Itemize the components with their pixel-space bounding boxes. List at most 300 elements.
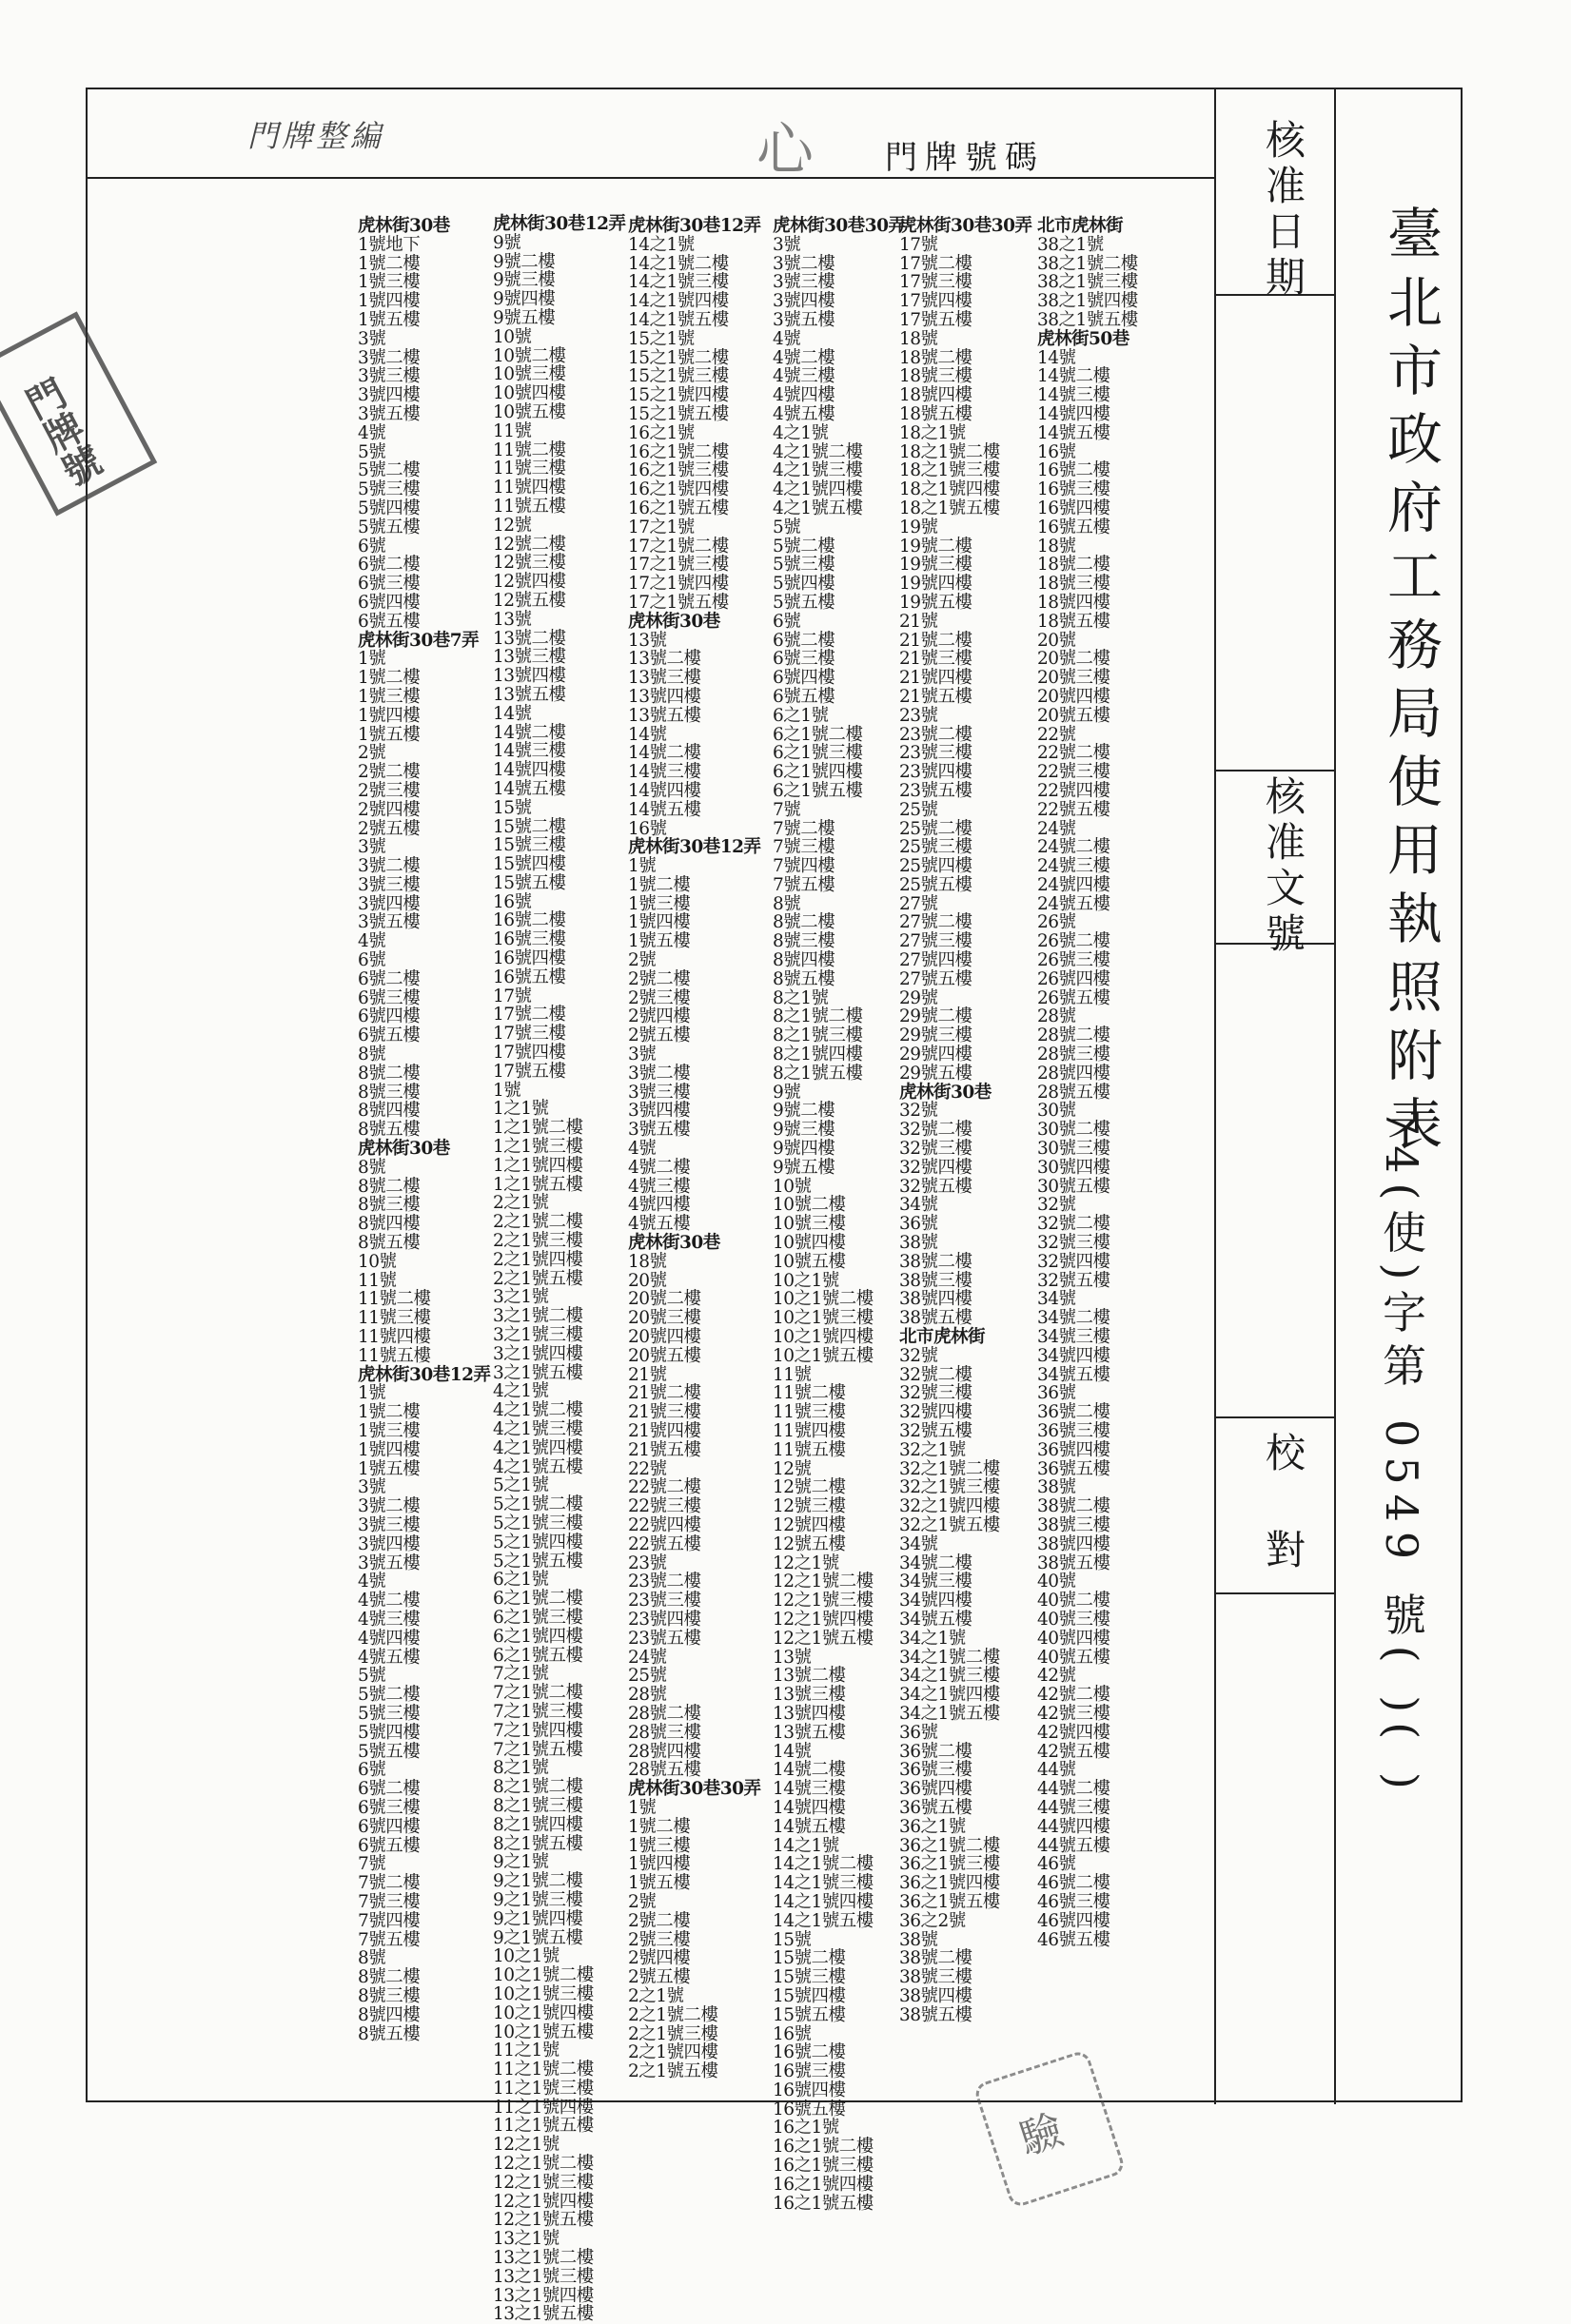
address-entry: 20號	[628, 1270, 667, 1291]
address-entry: 16之1號	[773, 2118, 839, 2138]
address-entry: 32號三樓	[1037, 1233, 1110, 1254]
side-divider-2	[1216, 770, 1336, 771]
address-entry: 12之1號三樓	[773, 1591, 874, 1611]
address-entry: 24號	[628, 1647, 667, 1668]
address-entry: 6號三樓	[358, 1797, 421, 1818]
address-entry: 8號三樓	[358, 1985, 421, 2006]
address-entry: 36之1號四樓	[899, 1873, 1000, 1894]
address-entry: 17之1號二樓	[628, 536, 729, 557]
address-entry: 15號五樓	[773, 2004, 846, 2025]
address-entry: 3號三樓	[628, 1082, 691, 1103]
address-entry: 27號	[899, 893, 938, 914]
address-entry: 4之1號五樓	[773, 498, 863, 518]
address-entry: 5號三樓	[358, 479, 421, 500]
address-entry: 7號	[773, 799, 801, 820]
address-entry: 10號三樓	[773, 1214, 846, 1235]
address-entry: 32號三樓	[899, 1139, 972, 1160]
address-entry: 1號五樓	[358, 724, 421, 745]
address-entry: 1之1號	[493, 1099, 549, 1120]
address-entry: 12之1號四樓	[493, 2191, 594, 2212]
street-heading: 虎林街30巷30弄	[899, 216, 1032, 236]
address-entry: 11號	[358, 1270, 397, 1291]
address-entry: 11號三樓	[773, 1402, 846, 1423]
address-entry: 32號	[899, 1345, 938, 1366]
address-entry: 14之1號四樓	[773, 1891, 874, 1912]
address-entry: 2號二樓	[628, 1910, 691, 1931]
address-entry: 36號五樓	[1037, 1458, 1110, 1479]
address-entry: 10號二樓	[773, 1195, 846, 1216]
address-entry: 11之1號四樓	[493, 2097, 594, 2118]
address-entry: 6號	[358, 950, 386, 971]
address-entry: 1號	[628, 1797, 657, 1818]
address-entry: 18號四樓	[899, 385, 972, 406]
address-entry: 14號	[773, 1741, 812, 1762]
address-entry: 12之1號	[773, 1553, 839, 1573]
address-entry: 23號四樓	[899, 762, 972, 783]
address-entry: 18號五樓	[1037, 611, 1110, 632]
address-entry: 13號三樓	[628, 668, 701, 689]
address-entry: 38號五樓	[1037, 1553, 1110, 1573]
address-entry: 25號四樓	[899, 856, 972, 877]
address-entry: 17號四樓	[899, 291, 972, 312]
address-entry: 4之1號三樓	[493, 1419, 583, 1439]
address-entry: 3之1號四樓	[493, 1343, 583, 1364]
address-entry: 8之1號四樓	[493, 1814, 583, 1835]
address-entry: 14號	[493, 703, 532, 724]
address-entry: 16之1號五樓	[773, 2193, 874, 2214]
address-entry: 34號二樓	[1037, 1308, 1110, 1329]
address-entry: 4之1號五樓	[493, 1456, 583, 1477]
address-entry: 40號四樓	[1037, 1628, 1110, 1649]
street-heading: 虎林街30巷	[358, 216, 450, 236]
address-entry: 34號五樓	[1037, 1364, 1110, 1385]
address-entry: 32號二樓	[899, 1364, 972, 1385]
address-entry: 8號	[358, 1948, 386, 1969]
address-entry: 38之1號五樓	[1037, 309, 1138, 330]
address-entry: 24號	[1037, 818, 1076, 839]
address-entry: 10之1號五樓	[493, 2021, 594, 2042]
address-entry: 16號四樓	[493, 948, 566, 969]
address-entry: 32之1號	[899, 1439, 966, 1460]
address-entry: 4號二樓	[358, 1591, 421, 1611]
address-entry: 11號	[493, 420, 532, 441]
address-entry: 5號二樓	[358, 460, 421, 481]
address-column-1	[358, 217, 491, 2043]
address-entry: 6號四樓	[358, 592, 421, 613]
address-entry: 13號二樓	[493, 628, 566, 649]
address-entry: 44號五樓	[1037, 1835, 1110, 1856]
address-entry: 18號二樓	[899, 347, 972, 368]
address-entry: 4號五樓	[628, 1214, 691, 1235]
address-entry: 19號五樓	[899, 592, 972, 613]
permit-number: 74(使)字第 0549 號( )( )	[1376, 1108, 1427, 1799]
address-entry: 18號	[899, 328, 938, 349]
address-entry: 22號四樓	[1037, 780, 1110, 801]
address-entry: 38號	[899, 1929, 938, 1950]
address-entry: 4之1號	[493, 1381, 549, 1402]
address-entry: 36號	[899, 1722, 938, 1743]
address-entry: 15號三樓	[773, 1967, 846, 1988]
address-entry: 13號二樓	[773, 1666, 846, 1687]
address-entry: 14號二樓	[1037, 366, 1110, 387]
address-entry: 1號五樓	[358, 309, 421, 330]
address-entry: 36號二樓	[899, 1741, 972, 1762]
address-entry: 36號	[1037, 1383, 1076, 1404]
address-entry: 8之1號四樓	[773, 1045, 863, 1065]
address-entry: 38之1號	[1037, 234, 1104, 255]
address-entry: 12之1號四樓	[773, 1609, 874, 1630]
address-entry: 10號二樓	[493, 345, 566, 366]
address-entry: 6號三樓	[358, 574, 421, 595]
address-entry: 44號三樓	[1037, 1797, 1110, 1818]
address-entry: 10號三樓	[493, 364, 566, 385]
address-entry: 3號	[358, 328, 386, 349]
address-entry: 28號四樓	[1037, 1063, 1110, 1084]
address-entry: 3號二樓	[628, 1063, 691, 1084]
address-entry: 6號三樓	[358, 987, 421, 1008]
official-seal-stamp: 門牌號	[0, 311, 157, 516]
address-entry: 28號二樓	[1037, 1025, 1110, 1046]
street-heading: 虎林街30巷	[899, 1082, 992, 1103]
address-entry: 17號二樓	[899, 253, 972, 274]
address-entry: 3號四樓	[358, 385, 421, 406]
address-entry: 3號	[358, 837, 386, 858]
address-entry: 22號	[628, 1458, 667, 1479]
address-entry: 42號二樓	[1037, 1685, 1110, 1706]
address-entry: 16號三樓	[493, 929, 566, 950]
address-entry: 38號二樓	[899, 1948, 972, 1969]
address-entry: 34之1號五樓	[899, 1703, 1000, 1724]
address-entry: 46號四樓	[1037, 1910, 1110, 1931]
address-entry: 1號	[358, 1383, 386, 1404]
address-entry: 10之1號四樓	[493, 2002, 594, 2023]
address-entry: 25號五樓	[899, 874, 972, 895]
address-entry: 38號四樓	[899, 1289, 972, 1310]
address-entry: 4號	[358, 1572, 386, 1592]
address-entry: 11號	[773, 1364, 812, 1385]
address-entry: 16號三樓	[773, 2061, 846, 2082]
address-entry: 16號四樓	[1037, 498, 1110, 518]
address-entry: 5之1號二樓	[493, 1494, 583, 1515]
address-entry: 20號五樓	[1037, 705, 1110, 726]
top-seal-mark: 心	[756, 117, 814, 184]
address-entry: 21號	[899, 611, 938, 632]
address-entry: 32之1號五樓	[899, 1514, 1000, 1535]
address-entry: 2之1號五樓	[493, 1268, 583, 1289]
address-entry: 6號五樓	[358, 1835, 421, 1856]
address-entry: 30號三樓	[1037, 1139, 1110, 1160]
address-entry: 12號	[773, 1458, 812, 1479]
address-entry: 3號五樓	[358, 403, 421, 424]
address-entry: 7號四樓	[773, 856, 835, 877]
address-entry: 14號五樓	[493, 778, 566, 799]
address-entry: 36號三樓	[1037, 1421, 1110, 1441]
address-entry: 9之1號二樓	[493, 1871, 583, 1892]
address-entry: 40號	[1037, 1572, 1076, 1592]
address-entry: 14之1號五樓	[628, 309, 729, 330]
address-entry: 10號	[773, 1176, 812, 1197]
address-entry: 4號四樓	[358, 1628, 421, 1649]
address-entry: 10之1號四樓	[773, 1327, 874, 1348]
address-entry: 23號	[899, 705, 938, 726]
address-entry: 2號三樓	[358, 780, 421, 801]
address-entry: 17號五樓	[493, 1061, 566, 1082]
address-entry: 15之1號	[628, 328, 695, 349]
address-entry: 18之1號四樓	[899, 479, 1000, 500]
address-entry: 1號	[358, 649, 386, 670]
address-entry: 14之1號	[628, 234, 695, 255]
address-entry: 16號	[1037, 441, 1076, 462]
address-column-4	[773, 217, 906, 2213]
title-column-border	[1334, 89, 1336, 2104]
address-entry: 1號三樓	[358, 686, 421, 707]
address-entry: 8號三樓	[358, 1195, 421, 1216]
address-entry: 22號三樓	[628, 1496, 701, 1517]
address-entry: 16之1號三樓	[773, 2156, 874, 2177]
address-entry: 8號三樓	[773, 931, 835, 952]
address-entry: 38號二樓	[1037, 1496, 1110, 1517]
address-entry: 22號三樓	[1037, 762, 1110, 783]
address-entry: 1號三樓	[358, 1421, 421, 1441]
address-entry: 32號四樓	[1037, 1251, 1110, 1272]
address-entry: 27號三樓	[899, 931, 972, 952]
address-entry: 20號二樓	[1037, 649, 1110, 670]
address-entry: 5號五樓	[358, 517, 421, 537]
address-entry: 13號二樓	[628, 649, 701, 670]
address-entry: 46號二樓	[1037, 1873, 1110, 1894]
address-entry: 3號五樓	[628, 1120, 691, 1141]
address-entry: 8號五樓	[358, 2023, 421, 2044]
address-entry: 34號三樓	[1037, 1327, 1110, 1348]
address-entry: 8號	[358, 1157, 386, 1178]
address-entry: 40號三樓	[1037, 1609, 1110, 1630]
address-entry: 15之1號三樓	[628, 366, 729, 387]
address-entry: 10之1號三樓	[773, 1308, 874, 1329]
address-entry: 3號二樓	[358, 347, 421, 368]
street-heading: 虎林街30巷12弄	[493, 214, 626, 234]
address-entry: 22號二樓	[1037, 743, 1110, 764]
address-entry: 4之1號	[773, 422, 829, 443]
address-entry: 1號二樓	[628, 874, 691, 895]
address-entry: 21號	[628, 1364, 667, 1385]
address-entry: 2之1號二樓	[493, 1212, 583, 1233]
street-heading: 虎林街30巷	[628, 1233, 720, 1254]
address-entry: 7號三樓	[773, 837, 835, 858]
address-entry: 17號五樓	[899, 309, 972, 330]
address-entry: 7號四樓	[358, 1910, 421, 1931]
address-entry: 10之1號	[773, 1270, 839, 1291]
address-entry: 2號二樓	[628, 968, 691, 989]
address-entry: 14之1號	[773, 1835, 839, 1856]
table-right-border	[1214, 89, 1216, 2104]
address-entry: 15之1號五樓	[628, 403, 729, 424]
address-entry: 18號	[1037, 536, 1076, 557]
address-entry: 2之1號三樓	[628, 2023, 718, 2044]
address-entry: 42號五樓	[1037, 1741, 1110, 1762]
address-entry: 1號五樓	[628, 1873, 691, 1894]
address-entry: 38號二樓	[899, 1251, 972, 1272]
address-entry: 17之1號	[628, 517, 695, 537]
address-entry: 14之1號三樓	[773, 1873, 874, 1894]
address-entry: 10號	[493, 326, 532, 347]
address-entry: 6號	[358, 536, 386, 557]
address-entry: 11之1號五樓	[493, 2116, 594, 2137]
address-entry: 40號五樓	[1037, 1647, 1110, 1668]
address-entry: 1號三樓	[628, 893, 691, 914]
address-entry: 7號二樓	[773, 818, 835, 839]
address-entry: 8之1號五樓	[493, 1833, 583, 1854]
address-entry: 10號	[358, 1251, 397, 1272]
address-entry: 1號二樓	[358, 253, 421, 274]
address-entry: 5之1號四樓	[493, 1532, 583, 1553]
side-divider-4	[1216, 1416, 1336, 1418]
address-entry: 1號二樓	[358, 668, 421, 689]
address-entry: 3號二樓	[358, 856, 421, 877]
address-entry: 13號	[493, 609, 532, 630]
address-entry: 19號三樓	[899, 555, 972, 576]
address-entry: 12號二樓	[773, 1477, 846, 1498]
address-entry: 13號三樓	[773, 1685, 846, 1706]
address-entry: 32之1號四樓	[899, 1496, 1000, 1517]
address-entry: 11號四樓	[773, 1421, 846, 1441]
address-entry: 17號	[899, 234, 938, 255]
address-entry: 22號五樓	[628, 1533, 701, 1554]
address-entry: 25號二樓	[899, 818, 972, 839]
address-entry: 9號二樓	[493, 251, 556, 272]
street-heading: 虎林街30巷	[358, 1139, 450, 1160]
address-entry: 4號三樓	[358, 1609, 421, 1630]
address-entry: 46號	[1037, 1854, 1076, 1875]
address-entry: 21號四樓	[628, 1421, 701, 1441]
address-entry: 1之1號五樓	[493, 1174, 583, 1195]
address-entry: 27號四樓	[899, 950, 972, 971]
address-entry: 28號二樓	[628, 1703, 701, 1724]
address-entry: 8號二樓	[773, 912, 835, 933]
address-entry: 2號	[358, 743, 386, 764]
address-entry: 29號四樓	[899, 1045, 972, 1065]
address-entry: 11之1號	[493, 2041, 560, 2061]
address-entry: 2號三樓	[628, 1929, 691, 1950]
address-entry: 14之1號二樓	[773, 1854, 874, 1875]
address-entry: 5號二樓	[773, 536, 835, 557]
address-entry: 14號五樓	[628, 799, 701, 820]
address-entry: 14號四樓	[1037, 403, 1110, 424]
address-entry: 7之1號五樓	[493, 1739, 583, 1760]
address-entry: 2之1號四樓	[628, 2042, 718, 2063]
address-entry: 3號四樓	[358, 893, 421, 914]
address-entry: 3號五樓	[773, 309, 835, 330]
address-entry: 11號三樓	[358, 1308, 431, 1329]
address-entry: 15之1號四樓	[628, 385, 729, 406]
address-entry: 3之1號二樓	[493, 1306, 583, 1327]
address-entry: 30號四樓	[1037, 1157, 1110, 1178]
address-entry: 28號五樓	[1037, 1082, 1110, 1103]
address-entry: 8號四樓	[358, 1214, 421, 1235]
address-entry: 3之1號五樓	[493, 1362, 583, 1383]
address-entry: 34號	[899, 1195, 938, 1216]
address-entry: 7之1號二樓	[493, 1683, 583, 1704]
address-entry: 38之1號四樓	[1037, 291, 1138, 312]
address-entry: 8之1號二樓	[773, 1006, 863, 1027]
address-entry: 7號五樓	[358, 1929, 421, 1950]
address-entry: 34號三樓	[899, 1572, 972, 1592]
address-entry: 29號	[899, 987, 938, 1008]
approval-date-label: 核准日期	[1260, 119, 1306, 302]
address-entry: 8號三樓	[358, 1082, 421, 1103]
address-entry: 15號	[773, 1929, 812, 1950]
address-entry: 4號	[358, 422, 386, 443]
street-heading: 虎林街50巷	[1037, 328, 1129, 349]
address-entry: 1號地下	[358, 234, 421, 255]
street-heading: 虎林街30巷	[628, 611, 720, 632]
address-entry: 8號二樓	[358, 1063, 421, 1084]
address-entry: 16號四樓	[773, 2080, 846, 2100]
address-entry: 11號二樓	[358, 1289, 431, 1310]
address-entry: 3號二樓	[773, 253, 835, 274]
address-entry: 6號四樓	[773, 668, 835, 689]
address-entry: 11號五樓	[493, 496, 566, 517]
address-entry: 8號四樓	[773, 950, 835, 971]
address-entry: 29號二樓	[899, 1006, 972, 1027]
proofread-label: 校對	[1260, 1432, 1306, 1626]
address-entry: 38號三樓	[899, 1967, 972, 1988]
address-entry: 28號	[628, 1685, 667, 1706]
address-entry: 6號五樓	[773, 686, 835, 707]
address-entry: 9號四樓	[773, 1139, 835, 1160]
address-entry: 1號四樓	[358, 291, 421, 312]
address-entry: 32號四樓	[899, 1402, 972, 1423]
address-entry: 3之1號	[493, 1287, 549, 1308]
address-entry: 3號三樓	[773, 272, 835, 293]
address-entry: 20號三樓	[1037, 668, 1110, 689]
address-entry: 46號五樓	[1037, 1929, 1110, 1950]
address-entry: 2號五樓	[358, 818, 421, 839]
address-entry: 22號二樓	[628, 1477, 701, 1498]
address-entry: 1號四樓	[358, 705, 421, 726]
address-entry: 14號四樓	[493, 760, 566, 781]
address-entry: 26號四樓	[1037, 968, 1110, 989]
address-entry: 6之1號三樓	[493, 1607, 583, 1628]
address-entry: 21號四樓	[899, 668, 972, 689]
address-entry: 3號五樓	[358, 1553, 421, 1573]
address-entry: 30號五樓	[1037, 1176, 1110, 1197]
handwritten-label: 門牌整編	[247, 118, 385, 154]
address-entry: 21號五樓	[628, 1439, 701, 1460]
address-entry: 7號五樓	[773, 874, 835, 895]
address-entry: 10之1號二樓	[773, 1289, 874, 1310]
address-entry: 5之1號	[493, 1475, 549, 1496]
address-entry: 34號	[1037, 1289, 1076, 1310]
address-entry: 32號五樓	[899, 1421, 972, 1441]
address-entry: 5號四樓	[358, 1722, 421, 1743]
address-entry: 4號四樓	[628, 1195, 691, 1216]
address-entry: 1號四樓	[628, 1854, 691, 1875]
address-entry: 1號四樓	[358, 1439, 421, 1460]
address-entry: 8之1號	[493, 1758, 549, 1779]
address-entry: 28號三樓	[1037, 1045, 1110, 1065]
address-entry: 12號三樓	[773, 1496, 846, 1517]
address-entry: 28號三樓	[628, 1722, 701, 1743]
address-entry: 36之2號	[899, 1910, 966, 1931]
address-entry: 20號四樓	[628, 1327, 701, 1348]
address-entry: 14號三樓	[628, 762, 701, 783]
address-entry: 3號三樓	[358, 1514, 421, 1535]
address-entry: 4號	[773, 328, 801, 349]
address-entry: 4號五樓	[773, 403, 835, 424]
address-entry: 36號二樓	[1037, 1402, 1110, 1423]
address-entry: 6號二樓	[773, 630, 835, 651]
address-entry: 12之1號	[493, 2135, 560, 2156]
